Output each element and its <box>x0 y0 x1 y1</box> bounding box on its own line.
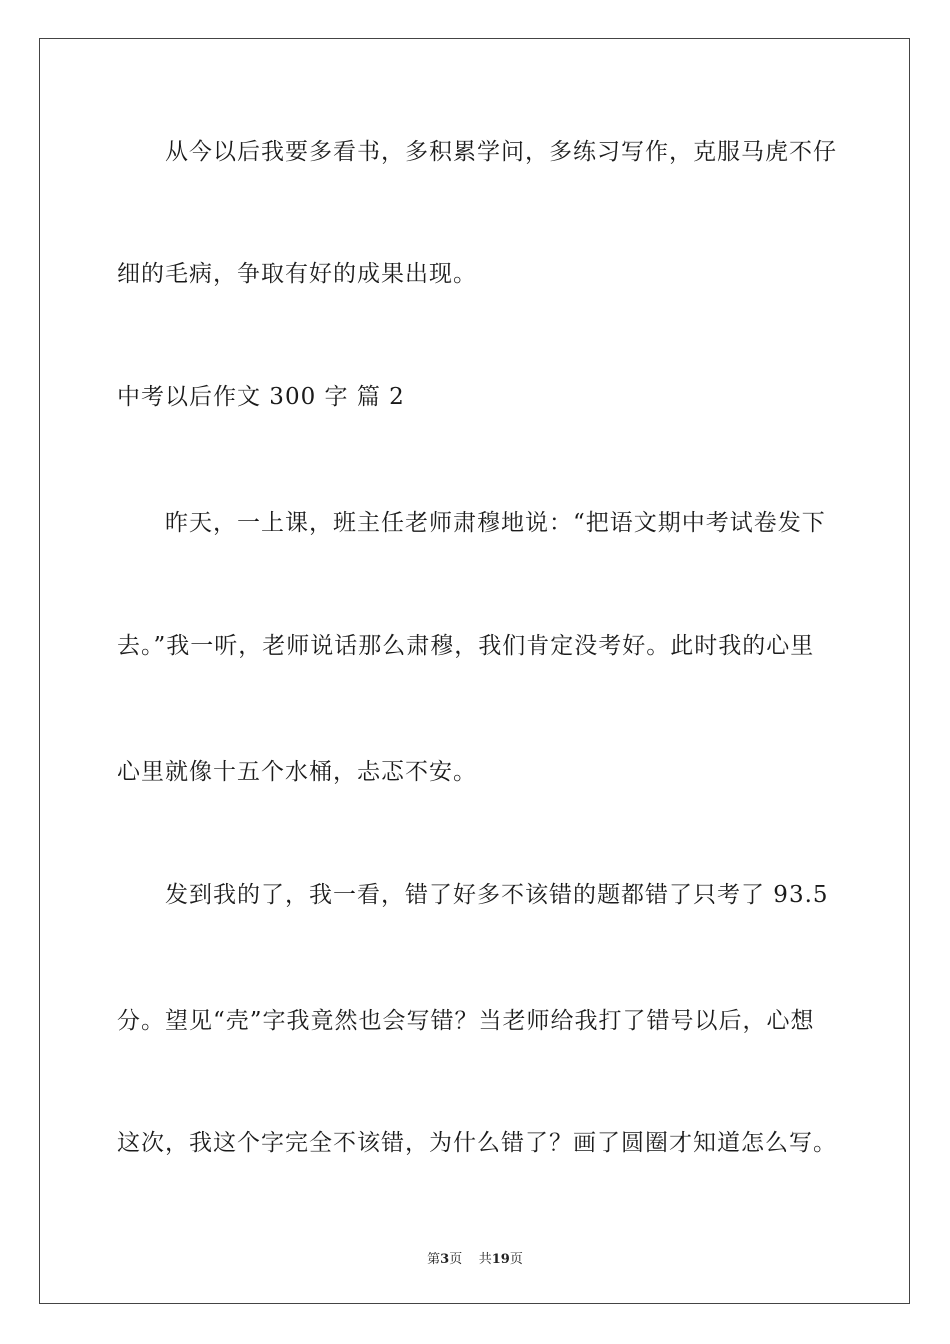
total-prefix: 共 <box>478 1252 492 1267</box>
paragraph-line: 细的毛病，争取有好的成果出现。 <box>117 261 477 287</box>
page-prefix: 第 <box>427 1252 441 1267</box>
paragraph-line: 发到我的了，我一看，错了好多不该错的题都错了只考了 93.5 <box>165 882 829 908</box>
paragraph-line: 昨天，一上课，班主任老师肃穆地说：“把语文期中考试卷发下 <box>165 510 826 536</box>
total-pages-number: 19 <box>491 1252 510 1267</box>
total-suffix: 页 <box>509 1252 523 1267</box>
paragraph-line: 分。望见“壳”字我竟然也会写错？当老师给我打了错号以后，心想 <box>117 1008 815 1034</box>
page-border <box>39 38 910 1304</box>
current-page-number: 3 <box>440 1252 450 1267</box>
section-heading: 中考以后作文 300 字 篇 2 <box>117 384 405 410</box>
paragraph-line: 从今以后我要多看书，多积累学问，多练习写作，克服马虎不仔 <box>165 139 837 165</box>
paragraph-line: 去。”我一听，老师说话那么肃穆，我们肯定没考好。此时我的心里 <box>117 633 815 659</box>
paragraph-line: 这次，我这个字完全不该错，为什么错了？画了圆圈才知道怎么写。 <box>117 1130 837 1156</box>
page-suffix: 页 <box>449 1252 463 1267</box>
paragraph-line: 心里就像十五个水桶，忐忑不安。 <box>117 759 477 785</box>
page-footer <box>0 1248 950 1267</box>
